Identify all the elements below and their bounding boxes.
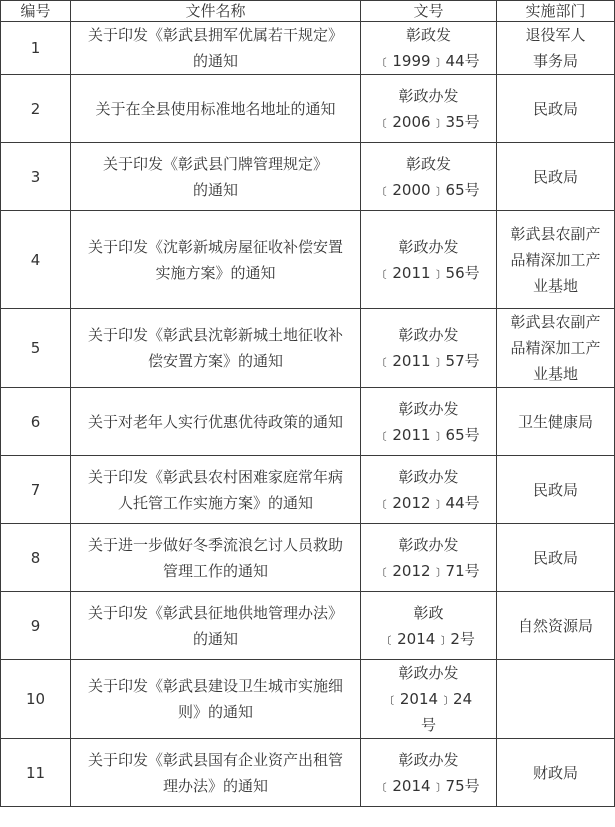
document-number-line: ﹝2014﹞24 [384, 690, 473, 708]
document-number-line: ﹝2011﹞65号 [377, 425, 480, 444]
implementing-department [497, 524, 615, 592]
document-number-line: ﹝2014﹞2号 [382, 629, 475, 648]
table-row [1, 75, 615, 143]
document-number-line: ﹝2011﹞56号 [377, 263, 480, 282]
document-number-line: 彰政办发 [398, 535, 459, 554]
document-number-line: 彰政办发 [398, 664, 459, 682]
document-number-line: 彰政 [413, 603, 444, 622]
document-number [361, 524, 497, 592]
document-title-line: 关于印发《彰武县门牌管理规定》 [102, 154, 328, 173]
document-title [71, 22, 361, 75]
document-title [71, 211, 361, 309]
document-title-line: 人托管工作实施方案》的通知 [117, 493, 313, 512]
document-number-line: 号 [420, 716, 436, 734]
table-header-row [1, 1, 615, 22]
document-number [361, 143, 497, 211]
document-title-line: 关于印发《彰武县征地供地管理办法》 [87, 603, 343, 622]
document-number-line: ﹝2000﹞65号 [377, 180, 480, 199]
row-number: 8 [1, 524, 71, 592]
document-number [361, 739, 497, 807]
document-title-line: 关于印发《彰武县国有企业资产出租管 [87, 750, 343, 769]
document-title [71, 309, 361, 388]
document-number-line: 彰政办发 [398, 750, 459, 769]
table-row [1, 739, 615, 807]
row-number: 1 [1, 22, 71, 75]
implementing-department [497, 739, 615, 807]
table-row [1, 592, 615, 660]
document-number-line: ﹝2011﹞57号 [377, 352, 480, 370]
implementing-department [497, 592, 615, 660]
table-row [1, 143, 615, 211]
document-number-line: 彰政发 [405, 154, 451, 173]
implementing-department-line: 品精深加工产 [510, 339, 601, 357]
row-number: 4 [1, 211, 71, 309]
document-title [71, 739, 361, 807]
implementing-department-line: 民政局 [532, 99, 578, 118]
implementing-department [497, 211, 615, 309]
row-number: 7 [1, 456, 71, 524]
implementing-department-line: 自然资源局 [517, 616, 593, 635]
document-number [361, 456, 497, 524]
document-number-line: 彰政办发 [398, 399, 459, 418]
document-title-line: 关于印发《彰武县沈彰新城土地征收补 [87, 326, 343, 344]
implementing-department [497, 22, 615, 75]
row-number: 11 [1, 739, 71, 807]
implementing-department-line: 民政局 [532, 548, 578, 567]
document-number [361, 592, 497, 660]
table-row [1, 456, 615, 524]
implementing-department-line: 彰武县农副产 [510, 313, 601, 331]
table-row [1, 388, 615, 456]
document-title-line: 关于在全县使用标准地名地址的通知 [95, 99, 336, 118]
document-title [71, 143, 361, 211]
document-number [361, 211, 497, 309]
table-row [1, 309, 615, 388]
document-number-line: 彰政办发 [398, 326, 459, 344]
header-no: 编号 [1, 1, 71, 22]
header-title: 文件名称 [71, 1, 361, 22]
document-title [71, 456, 361, 524]
row-number: 9 [1, 592, 71, 660]
document-number-line: ﹝2012﹞71号 [377, 561, 480, 580]
document-title-line: 关于印发《彰武县拥军优属若干规定》 [87, 26, 343, 44]
implementing-department-line: 退役军人 [525, 26, 586, 44]
document-title-line: 的通知 [192, 52, 238, 70]
document-number [361, 309, 497, 388]
header-doc-no: 文号 [361, 1, 497, 22]
document-number-line: 彰政办发 [398, 467, 459, 486]
document-number-line: 彰政发 [405, 26, 451, 44]
table-row [1, 660, 615, 739]
table-row [1, 524, 615, 592]
implementing-department-line: 品精深加工产 [510, 250, 601, 269]
implementing-department-line: 彰武县农副产 [510, 224, 601, 243]
document-title-line: 理办法》的通知 [162, 776, 268, 795]
row-number: 10 [1, 660, 71, 739]
document-title [71, 592, 361, 660]
table-body [1, 22, 615, 807]
document-title [71, 660, 361, 739]
document-title-line: 则》的通知 [177, 703, 253, 721]
document-number-line: ﹝2012﹞44号 [377, 493, 480, 512]
document-title-line: 的通知 [192, 629, 238, 648]
document-number [361, 22, 497, 75]
document-number-line: ﹝2006﹞35号 [377, 112, 480, 131]
document-title-line: 管理工作的通知 [162, 561, 268, 580]
document-title [71, 388, 361, 456]
implementing-department [497, 388, 615, 456]
document-title-line: 关于印发《彰武县建设卫生城市实施细 [87, 677, 343, 695]
implementing-department [497, 456, 615, 524]
implementing-department [497, 309, 615, 388]
document-number-line: ﹝2014﹞75号 [377, 776, 480, 795]
row-number: 5 [1, 309, 71, 388]
implementing-department-line: 业基地 [532, 276, 578, 295]
document-number-line: 彰政办发 [398, 86, 459, 105]
implementing-department-line: 民政局 [532, 480, 578, 499]
implementing-department [497, 75, 615, 143]
document-number [361, 388, 497, 456]
document-number-line: 彰政办发 [398, 237, 459, 256]
table-row [1, 22, 615, 75]
row-number: 3 [1, 143, 71, 211]
implementing-department-line: 事务局 [532, 52, 578, 70]
document-title-line: 关于对老年人实行优惠优待政策的通知 [87, 412, 343, 431]
implementing-department-line: 业基地 [532, 365, 578, 383]
document-number-line: ﹝1999﹞44号 [377, 52, 480, 70]
document-title-line: 关于进一步做好冬季流浪乞讨人员救助 [87, 535, 343, 554]
implementing-department [497, 660, 615, 739]
document-title [71, 75, 361, 143]
implementing-department-line: 财政局 [532, 763, 578, 782]
document-title [71, 524, 361, 592]
table-row [1, 211, 615, 309]
document-number [361, 75, 497, 143]
document-title-line: 偿安置方案》的通知 [147, 352, 283, 370]
implementing-department-line: 卫生健康局 [517, 412, 593, 431]
document-title-line: 关于印发《沈彰新城房屋征收补偿安置 [87, 237, 343, 256]
row-number: 2 [1, 75, 71, 143]
document-number [361, 660, 497, 739]
document-title-line: 的通知 [192, 180, 238, 199]
header-dept: 实施部门 [497, 1, 615, 22]
implementing-department-line: 民政局 [532, 167, 578, 186]
document-title-line: 实施方案》的通知 [155, 263, 276, 282]
document-title-line: 关于印发《彰武县农村困难家庭常年病 [87, 467, 343, 486]
row-number: 6 [1, 388, 71, 456]
implementing-department [497, 143, 615, 211]
